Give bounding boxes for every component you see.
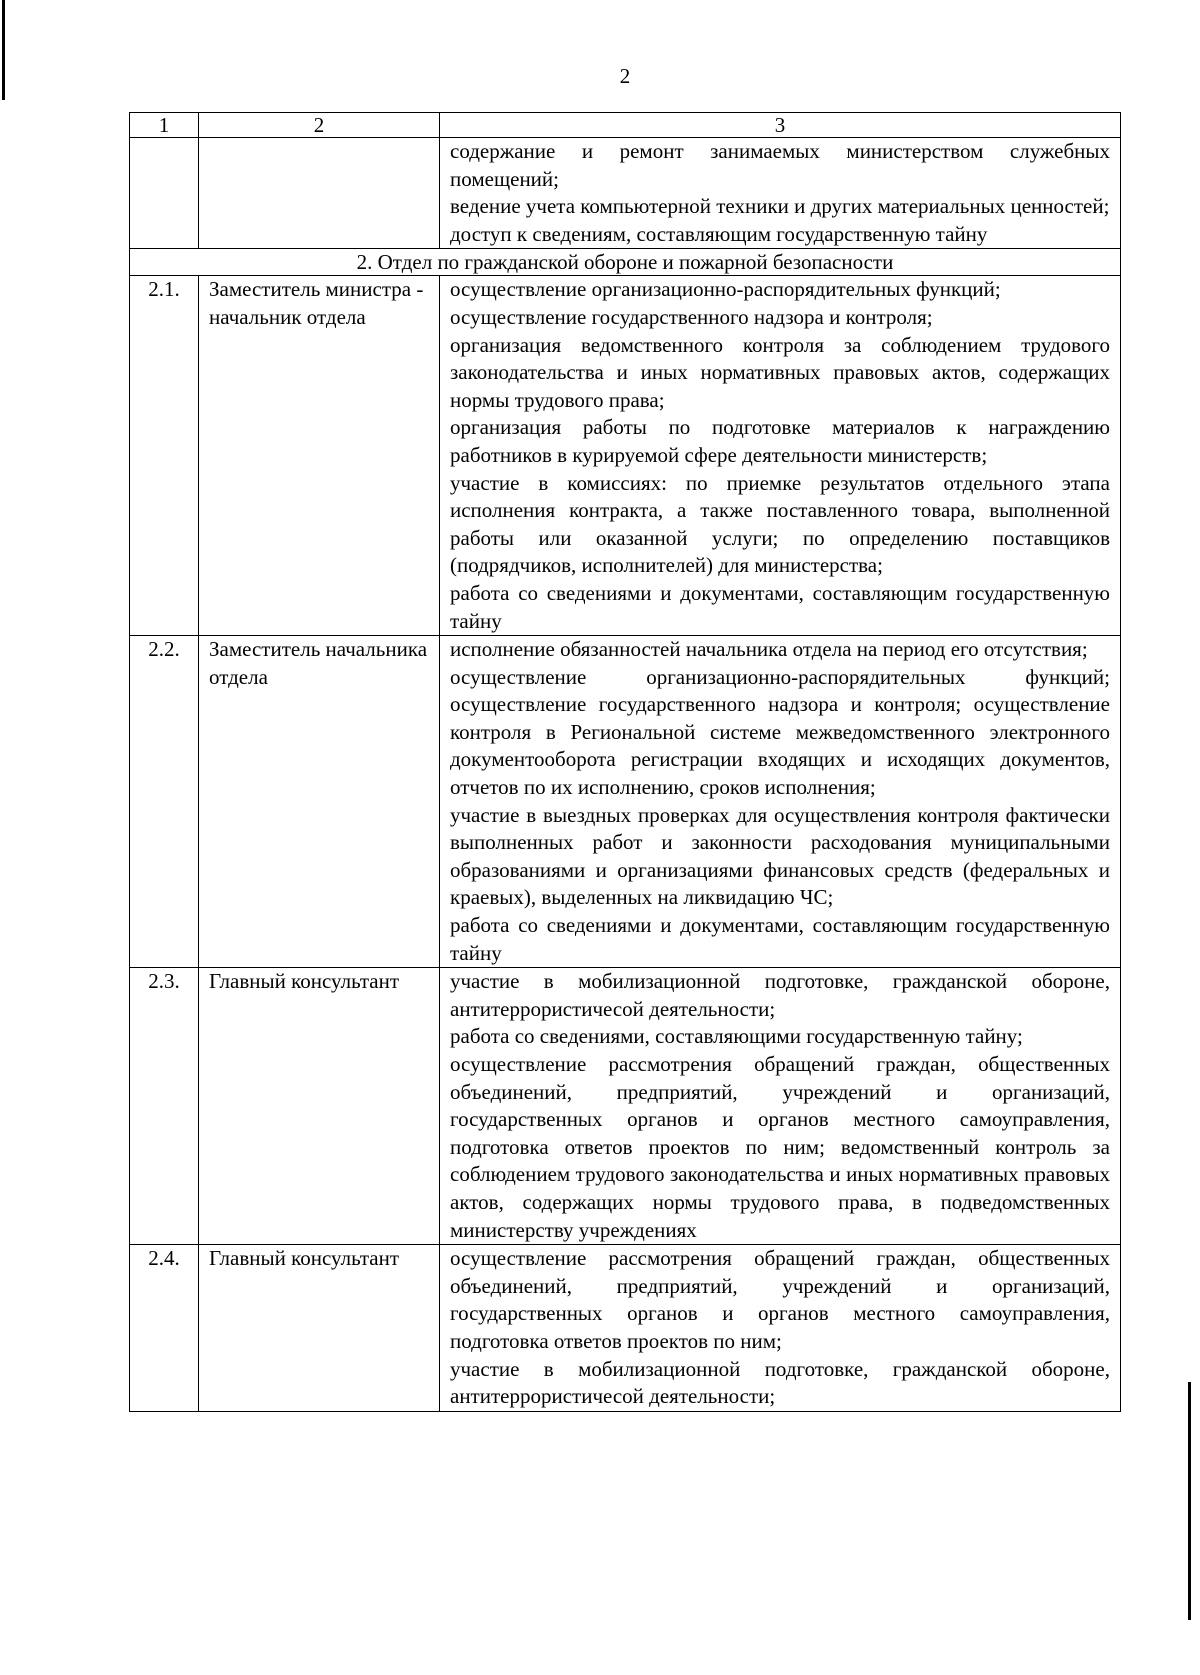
table-row: [130, 636, 1121, 968]
duties-cell: [440, 968, 1121, 1245]
row-number: 2.4.: [130, 1245, 199, 1412]
row-number: 2.1.: [130, 276, 199, 636]
duty-item: осуществление государственного надзора и контроля;: [450, 304, 933, 329]
duty-item: работа со сведениями, составляющими государственную тайну;: [450, 1024, 1023, 1049]
column-header-1: 1: [130, 113, 199, 138]
row-number: 2.3.: [130, 968, 199, 1245]
row-number: 2.2.: [130, 636, 199, 968]
column-number-row: [130, 113, 1121, 138]
duties-table: [129, 112, 1121, 1412]
duties-cell: [440, 276, 1121, 636]
duties-cell: [440, 138, 1121, 249]
page-number: 2: [619, 64, 631, 88]
duty-item: участие в выездных проверках для осуществления контроля фактически выполненных работ и законности расходования муниципальными образованиями и организациями финансовых средств (федеральных и краевых), выделенных на ликвидацию ЧС;: [450, 802, 1110, 910]
duty-item: осуществление организационно-распорядительных функций;: [450, 277, 1001, 302]
row-number: [130, 138, 199, 249]
duty-item: организация работы по подготовке материалов к награждению работников в курируемой сфере деятельности министерств;: [450, 415, 1110, 467]
duty-item: участие в комиссиях: по приемке результатов отдельного этапа исполнения контракта, а также поставленного товара, выполненной работы или оказанной услуги; по определению поставщиков (подрядчиков, исполнителей) для министерства;: [450, 470, 1110, 578]
duty-item: ведение учета компьютерной техники и других материальных ценностей;: [450, 194, 1110, 219]
table-row: [130, 276, 1121, 636]
position-title: [199, 138, 440, 249]
table-row: [130, 1245, 1121, 1412]
position-title: Заместитель министра - начальник отдела: [199, 276, 440, 636]
duty-item: работа со сведениями и документами, составляющим государственную тайну: [450, 913, 1110, 965]
scan-edge-mark-right: [1188, 1382, 1191, 1620]
duty-item: доступ к сведениям, составляющим государственную тайну: [450, 221, 988, 246]
table-row: [130, 968, 1121, 1245]
duty-item: работа со сведениями и документами, составляющим государственную тайну: [450, 580, 1110, 633]
duties-cell: [440, 636, 1121, 968]
duty-item: осуществление рассмотрения обращений граждан, общественных объединений, предприятий, учреждений и организаций, государственных органов и органов местного самоуправления, подготовка ответов проектов по ним; ведомственный контроль за соблюдением трудового законодательства и иных нормативных правовых актов, содержащих нормы трудового права, в подведомственных министерству учреждениях: [450, 1052, 1110, 1242]
duties-cell: [440, 1245, 1121, 1412]
duty-item: участие в мобилизационной подготовке, гражданской обороне, антитеррористичесой деятельности;: [450, 969, 1110, 1021]
section-title: 2. Отдел по гражданской обороне и пожарной безопасности: [130, 249, 1121, 276]
duty-item: содержание и ремонт занимаемых министерством служебных помещений;: [450, 139, 1110, 191]
position-title: Заместитель начальника отдела: [199, 636, 440, 968]
duty-item: исполнение обязанностей начальника отдела на период его отсутствия;: [450, 637, 1088, 662]
duty-item: участие в мобилизационной подготовке, гражданской обороне, антитеррористичесой деятельности;: [450, 1356, 1110, 1409]
duty-item: осуществление организационно-распорядительных функций; осуществление государственного надзора и контроля; осуществление контроля в Региональной системе межведомственного электронного документооборота регистрации входящих и исходящих документов, отчетов по их исполнению, сроков исполнения;: [450, 664, 1110, 800]
position-title: Главный консультант: [199, 968, 440, 1245]
column-header-3: 3: [440, 113, 1121, 138]
section-header-row: [130, 249, 1121, 276]
position-title: Главный консультант: [199, 1245, 440, 1412]
column-header-2: 2: [199, 113, 440, 138]
duty-item: осуществление рассмотрения обращений граждан, общественных объединений, предприятий, учреждений и организаций, государственных органов и органов местного самоуправления, подготовка ответов проектов по ним;: [450, 1246, 1110, 1353]
continuation-row: [130, 138, 1121, 249]
duty-item: организация ведомственного контроля за соблюдением трудового законодательства и иных нормативных правовых актов, содержащих нормы трудового права;: [450, 332, 1110, 412]
